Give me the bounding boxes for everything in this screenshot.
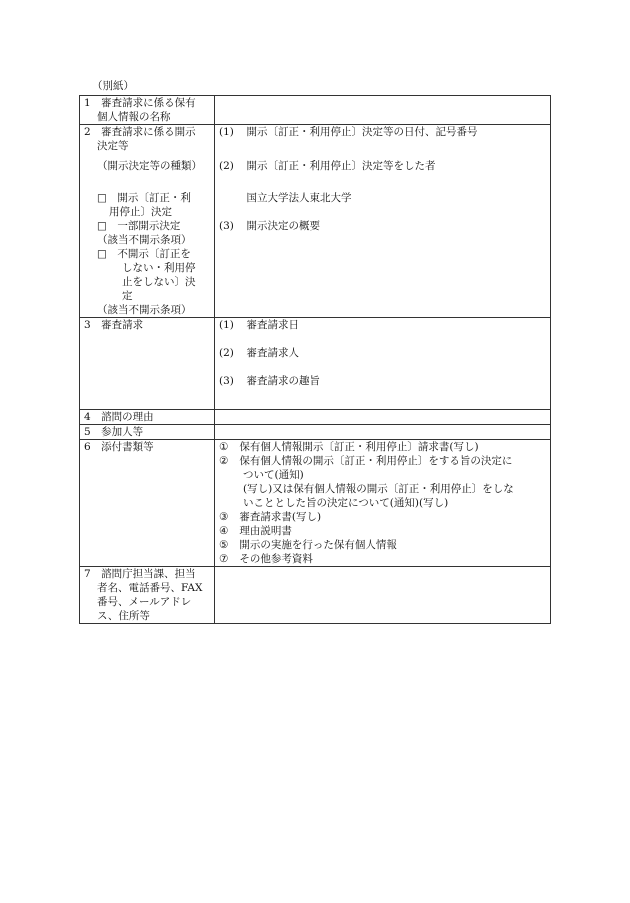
list-item: ⑤ 開示の実施を行った保有個人情報	[219, 539, 397, 551]
page-heading: （別紙）	[92, 80, 134, 92]
list-item: (1) 開示〔訂正・利用停止〕決定等の日付、記号番号	[219, 126, 478, 138]
row-2-label: 2 審査請求に係る開示 決定等 （開示決定等の種類） □ 開示〔訂正・利 用停止〕決定 □ 一部開示決定 （該当不開示条項） □ 不開示〔訂正を しない・利用停 止をしない〕決 定 （該当不開示条項）	[80, 125, 215, 318]
row-7-value	[215, 567, 551, 624]
row-7-label: 7 諮問庁担当課、担当 者名、電話番号、FAX 番号、メールアドレ ス、住所等	[80, 567, 215, 624]
list-item: (1) 審査請求日	[219, 319, 299, 331]
list-item: (写し)又は保有個人情報の開示〔訂正・利用停止〕をしな	[243, 483, 514, 495]
row-4-label: 4 諮問の理由	[80, 410, 215, 425]
row-1-label: 1 審査請求に係る保有 個人情報の名称	[80, 96, 215, 125]
list-item: 国立大学法人東北大学	[246, 192, 352, 204]
table-row-7	[80, 567, 551, 624]
checkbox-non-disclosure: □ 不開示〔訂正を	[97, 248, 191, 260]
row-6-value	[215, 440, 551, 567]
row-3-value	[215, 318, 551, 410]
table-row-6	[80, 440, 551, 567]
row-5-value	[215, 425, 551, 440]
row-2-value	[215, 125, 551, 318]
row-1-value	[215, 96, 551, 125]
list-item: (2) 審査請求人	[219, 347, 299, 359]
list-item: (3) 開示決定の概要	[219, 220, 320, 232]
list-item: ④ 理由説明書	[219, 525, 292, 537]
table-row-3	[80, 318, 551, 410]
table-row-1	[80, 96, 551, 125]
row-3-label: 3 審査請求	[80, 318, 215, 410]
table-row-4	[80, 410, 551, 425]
list-item: ② 保有個人情報の開示〔訂正・利用停止〕をする旨の決定に	[219, 455, 513, 467]
list-item: (3) 審査請求の趣旨	[219, 375, 320, 387]
table-row-5	[80, 425, 551, 440]
list-item: ③ 審査請求書(写し)	[219, 511, 322, 523]
list-item: ⑦ その他参考資料	[219, 553, 313, 565]
checkbox-partial-disclosure: □ 一部開示決定	[97, 220, 181, 232]
checkbox-disclosure: □ 開示〔訂正・利	[97, 192, 191, 204]
row-6-label: 6 添付書類等	[80, 440, 215, 567]
list-item: いこととした旨の決定について(通知)(写し)	[243, 497, 449, 509]
attachment-form-table	[79, 95, 551, 624]
list-item: ついて(通知)	[243, 469, 304, 481]
table-row-2	[80, 125, 551, 318]
row-4-value	[215, 410, 551, 425]
row-5-label: 5 参加人等	[80, 425, 215, 440]
list-item: ① 保有個人情報開示〔訂正・利用停止〕請求書(写し)	[219, 441, 479, 453]
list-item: (2) 開示〔訂正・利用停止〕決定等をした者	[219, 160, 436, 172]
